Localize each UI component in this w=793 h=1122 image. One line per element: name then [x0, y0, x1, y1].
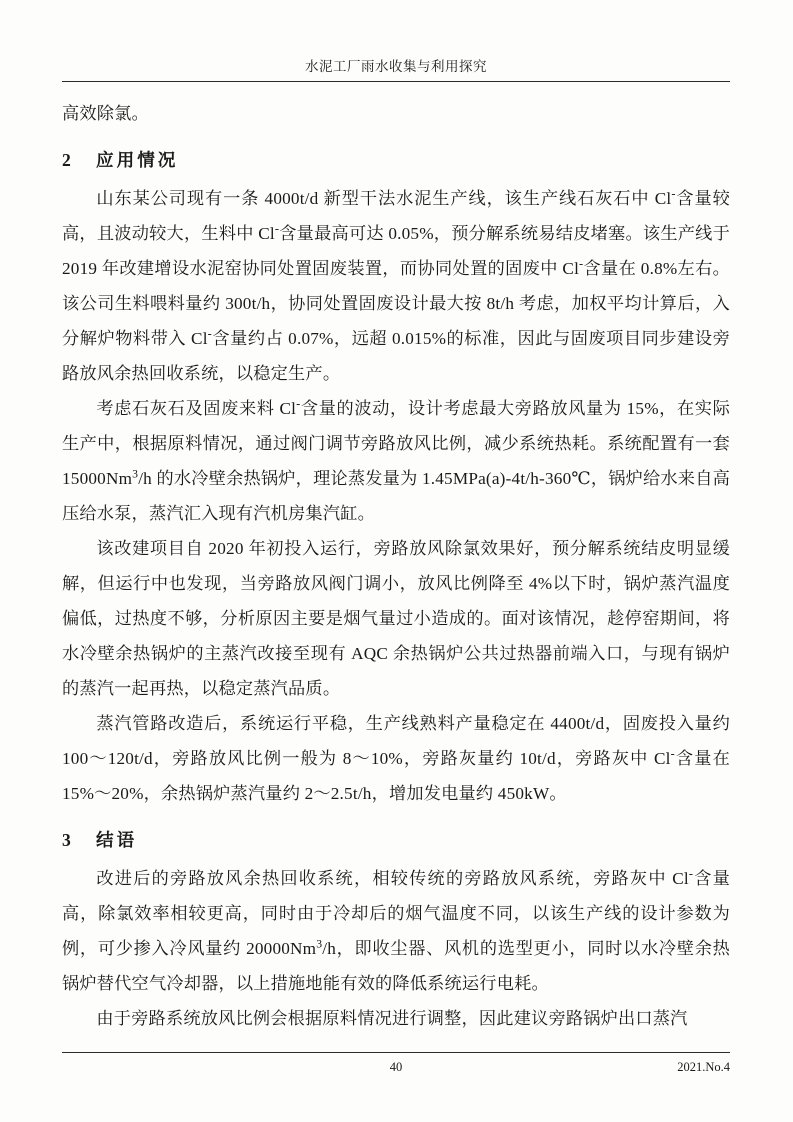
page-content — [62, 55, 730, 1036]
section-title-2: 应用情况 — [96, 150, 179, 170]
footer-divider — [62, 1052, 730, 1053]
running-header: 水泥工厂雨水收集与利用探究 — [305, 59, 487, 74]
paragraph: 该改建项目自 2020 年初投入运行，旁路放风除氯效果好，预分解系统结皮明显缓解，但运行中也发现，当旁路放风阀门调小，放风比例降至 4%以下时，锅炉蒸汽温度偏低，过热度不够，分析原因主要是烟气量过小造成的。面对该情况，趁停窑期间，将水冷壁余热锅炉的主蒸汽改接至现有 AQC 余热锅炉公共过热器前端入口，与现有锅炉的蒸汽一起再热，以稳定蒸汽品质。 — [62, 539, 730, 698]
header-divider — [62, 81, 730, 82]
issue-label: 2021.No.4 — [677, 1060, 730, 1074]
section-heading-2 — [62, 143, 730, 177]
paragraph: 由于旁路系统放风比例会根据原料情况进行调整，因此建议旁路锅炉出口蒸汽 — [96, 1009, 688, 1028]
paragraph: 蒸汽管路改造后，系统运行平稳，生产线熟料产量稳定在 4400t/d，固废投入量约 100～120t/d，旁路放风比例一般为 8～10%，旁路灰量约 10t/d，旁路灰中 Cl-含量在 15%～20%，余热锅炉蒸汽量约 2～2.5t/h，增加发电量约 450kW。 — [62, 714, 731, 803]
paragraph: 改进后的旁路放风余热回收系统，相较传统的旁路放风系统，旁路灰中 Cl-含量高，除氯效率相较更高，同时由于冷却后的烟气温度不同，以该生产线的设计参数为例，可少掺入冷风量约 20000Nm$^3$/h，即收尘器、风机的选型更小，同时以水冷壁余热锅炉替代空气冷却器，以上措施地能有效的降低系统运行电耗。 — [62, 866, 730, 993]
section-title-3: 结语 — [96, 830, 138, 850]
section-heading-3 — [62, 823, 730, 857]
paragraph: 考虑石灰石及固废来料 Cl-含量的波动，设计考虑最大旁路放风量为 15%，在实际生产中，根据原料情况，通过阀门调节旁路放风比例，减少系统热耗。系统配置有一套 15000Nm$^3$/h 的水冷壁余热锅炉，理论蒸发量为 1.45MPa(a)-4t/h-360℃，锅炉给水来自高压给水泵，蒸汽汇入现有汽机房集汽缸。 — [62, 396, 730, 523]
page-number: 40 — [389, 1060, 403, 1074]
section-number-2: 2 — [62, 150, 72, 170]
page-footer — [62, 1052, 730, 1082]
carryover-line: 高效除氯。 — [62, 104, 149, 123]
section-number-3: 3 — [62, 830, 72, 850]
paragraph: 山东某公司现有一条 4000t/d 新型干法水泥生产线，该生产线石灰石中 Cl-含量较高，且波动较大，生料中 Cl-含量最高可达 0.05%，预分解系统易结皮堵塞。该生产线于 2019 年改建增设水泥窑协同处置固废装置，而协同处置的固废中 Cl-含量在 0.8%左右。该公司生料喂料量约 300t/h，协同处置固废设计最大按 8t/h 考虑，加权平均计算后，入分解炉物料带入 Cl-含量约占 0.07%，远超 0.015%的标准，因此与固废项目同步建设旁路放风余热回收系统，以稳定生产。 — [62, 186, 730, 383]
